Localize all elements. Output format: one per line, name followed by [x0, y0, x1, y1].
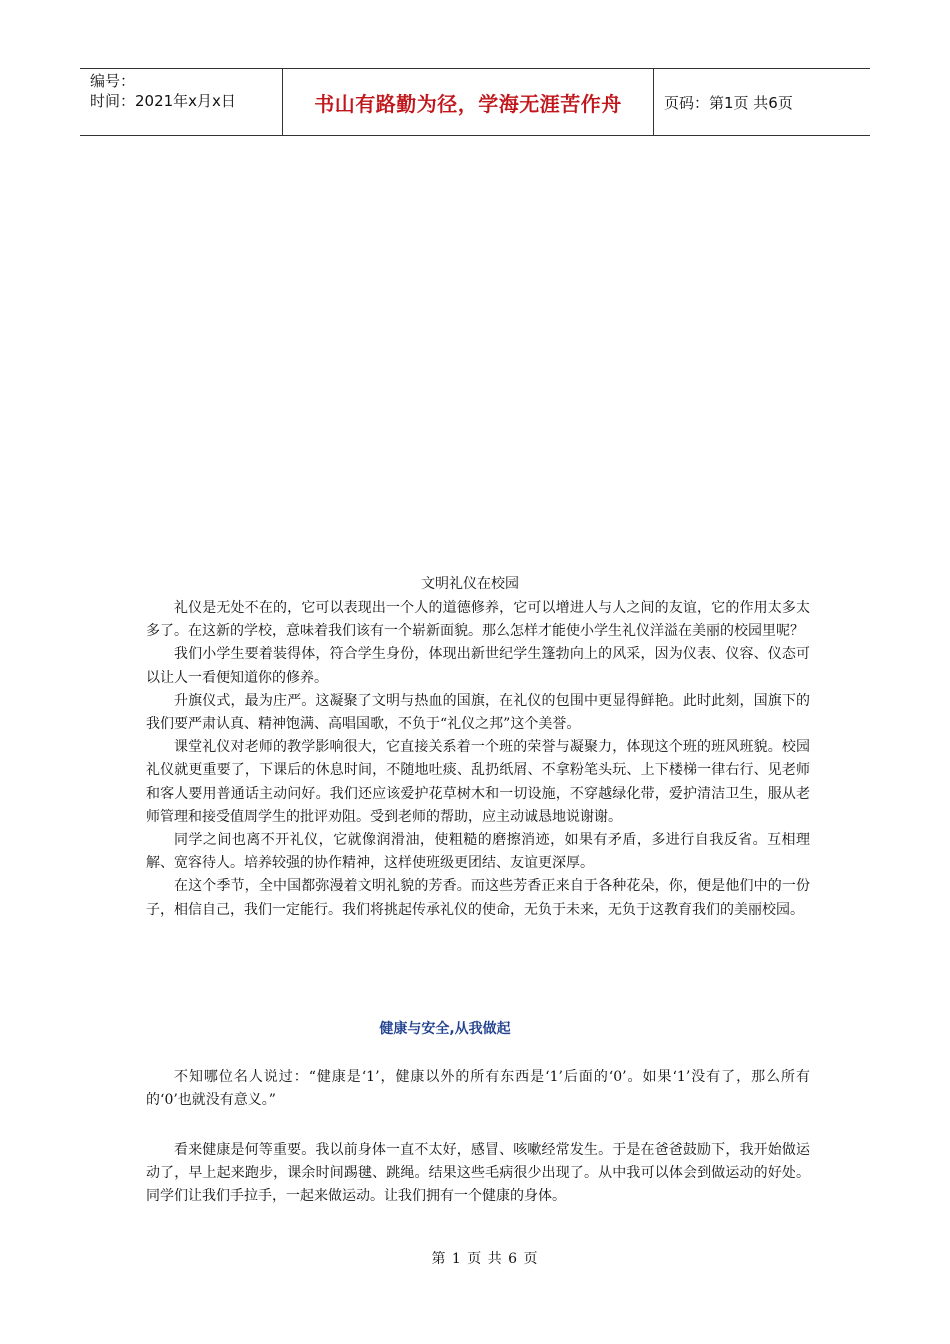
number-label: 编号：: [90, 72, 136, 90]
header-motto-cell: [282, 69, 654, 135]
document-header: [80, 68, 870, 136]
article-etiquette-body: [146, 597, 810, 922]
paragraph: 我们小学生要着装得体，符合学生身份，体现出新世纪学生篷勃向上的风采，因为仪表、仪容、仪态可以让人一看便知道你的修养。: [146, 646, 810, 686]
paragraph: 不知哪位名人说过：“健康是‘1’，健康以外的所有东西是‘1’后面的‘0’。如果‘1’没有了，那么所有的‘0’也就没有意义。”: [146, 1069, 810, 1108]
paragraph: 课堂礼仪对老师的教学影响很大，它直接关系着一个班的荣誉与凝聚力，体现这个班的班风班貌。校园礼仪就更重要了，下课后的休息时间，不随地吐痰、乱扔纸屑、不拿粉笔头玩、上下楼梯一律右行、见老师和客人要用普通话主动问好。我们还应该爱护花草树木和一切设施，不穿越绿化带，爱护清洁卫生，服从老师管理和接受值周学生的批评劝阻。受到老师的帮助，应主动诚恳地说谢谢。: [146, 739, 810, 825]
paragraph: 在这个季节，全中国都弥漫着文明礼貌的芳香。而这些芳香正来自于各种花朵，你，便是他们中的一份子，相信自己，我们一定能行。我们将挑起传承礼仪的使命，无负于未来，无负于这教育我们的美丽校园。: [146, 878, 810, 918]
article-health-body: [146, 1139, 810, 1208]
article-title-etiquette: 文明礼仪在校园: [421, 576, 519, 592]
page-number-label: 页码：第1页 共6页: [664, 93, 793, 112]
paragraph: 升旗仪式，最为庄严。这凝聚了文明与热血的国旗，在礼仪的包围中更显得鲜艳。此时此刻，国旗下的我们要严肃认真、精神饱满、高唱国歌，不负于“礼仪之邦”这个美誉。: [146, 692, 810, 733]
page-footer: 第 1 页 共 6 页: [431, 1251, 539, 1267]
header-meta-cell: [80, 69, 282, 135]
motto-text: 书山有路勤为径，学海无涯苦作舟: [314, 91, 622, 116]
paragraph: 看来健康是何等重要。我以前身体一直不太好，感冒、咳嗽经常发生。于是在爸爸鼓励下，我开始做运动了，早上起来跑步，课余时间踢毽、跳绳。结果这些毛病很少出现了。从中我可以体会到做运动的好处。同学们让我们手拉手，一起来做运动。让我们拥有一个健康的身体。: [146, 1142, 810, 1204]
paragraph: 同学之间也离不开礼仪，它就像润滑油，使粗糙的磨擦消迹，如果有矛盾，多进行自我反省。互相理解、宽容待人。培养较强的协作精神，这样使班级更团结、友谊更深厚。: [146, 832, 810, 872]
article-title-health: 健康与安全,从我做起: [379, 1021, 511, 1037]
paragraph: 礼仪是无处不在的，它可以表现出一个人的道德修养，它可以增进人与人之间的友谊，它的作用太多太多了。在这新的学校，意味着我们该有一个崭新面貌。那么怎样才能使小学生礼仪洋溢在美丽的校园里呢？: [146, 600, 810, 640]
header-page-cell: [654, 69, 870, 135]
time-label: 时间：2021年x月x日: [90, 92, 236, 110]
article-health-quote: [146, 1066, 810, 1112]
